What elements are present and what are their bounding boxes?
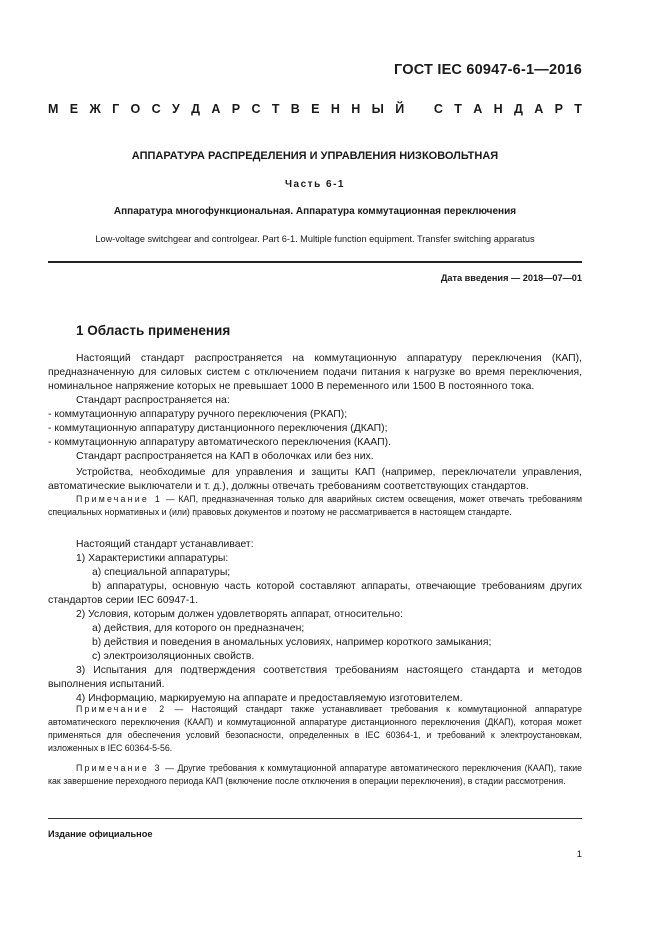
note-label: Примечание 1 — [76, 494, 163, 504]
list-item: - коммутационную аппаратуру ручного переключения (РКАП); — [48, 409, 348, 420]
note-2 — [48, 703, 582, 755]
list-item: а) специальной аппаратуры; — [92, 567, 231, 578]
paragraph: Стандарт распространяется на КАП в оболочках или без них. — [76, 451, 374, 462]
list-item: b) действия и поведения в аномальных условиях, например короткого замыкания; — [92, 637, 492, 648]
heading-letter: Р — [554, 102, 563, 116]
list-item: 1) Характеристики аппаратуры: — [76, 553, 229, 564]
note-label: Примечание 3 — [76, 763, 162, 773]
list-item: 4) Информацию, маркируемую на аппарате и предоставляемую изготовителем. — [76, 693, 463, 704]
heading-letter: Ы — [371, 102, 384, 116]
note-text: — КАП, предназначенная только для аварийных систем освещения, может отвечать требованиям специальных нормативных и (или) правовых документов и поэтому не рассматривается в настоящем стандарте. — [48, 494, 582, 517]
intro-date: Дата введения — 2018—07—01 — [440, 273, 582, 283]
document-code: ГОСТ IEC 60947-6-1—2016 — [394, 62, 582, 78]
list-item: 2) Условия, которым должен удовлетворять аппарат, относительно: — [76, 609, 403, 620]
heading-letter — [416, 102, 423, 116]
heading-letter: Н — [493, 102, 503, 116]
heading-letter: Й — [395, 102, 405, 116]
heading-letter: Д — [191, 102, 201, 116]
heading-letter: Ж — [89, 102, 101, 116]
english-title: Low-voltage switchgear and controlgear. Part 6-1. Multiple function equipment. Transfer switching apparatus — [95, 234, 535, 244]
paragraph: Устройства, необходимые для управления и защиты КАП (например, переключатели управления, автоматические выключатели и т. д.), должны отвечать требованиям соответствующих стандартов. — [48, 467, 582, 492]
list-item: - коммутационную аппаратуру автоматического переключения (КААП). — [48, 437, 391, 448]
section-body — [48, 352, 582, 494]
note-text: — Другие требования к коммутационной аппаратуре автоматического переключения (КААП), такие как завершение переходного периода КАП (включение после отключения в операции переключения), в стадии рассмотрения. — [48, 763, 583, 786]
heading-letter: О — [130, 102, 141, 116]
note-1 — [48, 493, 582, 519]
note-3 — [48, 762, 582, 788]
heading-letter: С — [251, 102, 261, 116]
heading-letter: А — [473, 102, 483, 116]
note-text: — Настоящий стандарт также устанавливает требования к коммутационной аппаратуре автоматического переключения (КААП) и коммутационной аппаратуре дистанционного переключения (ДКАП), которая может применяться для обеспечения условий безопасности, определенных в IEC 60364-1, и требований к электроустановкам, изложенных в IEC 60364-5-56. — [48, 704, 582, 753]
note-label: Примечание 2 — [76, 704, 167, 714]
heading-letter: С — [151, 102, 161, 116]
heading-letter: Т — [574, 102, 582, 116]
paragraph: Настоящий стандарт устанавливает: — [76, 539, 254, 550]
heading-letter: Д — [513, 102, 523, 116]
interstate-standard-heading — [48, 102, 582, 116]
heading-letter: М — [48, 102, 59, 116]
list-item: а) действия, для которого он предназначен; — [92, 623, 305, 634]
part-number: Часть 6-1 — [285, 179, 345, 190]
heading-letter: В — [290, 102, 300, 116]
heading-letter: У — [172, 102, 180, 116]
page-number: 1 — [576, 849, 582, 860]
heading-letter: Е — [69, 102, 79, 116]
subtitle: Аппаратура многофункциональная. Аппаратура коммутационная переключения — [113, 206, 517, 217]
scope-list — [48, 538, 582, 706]
footer-divider — [48, 818, 582, 819]
heading-letter: А — [534, 102, 544, 116]
section-title: 1 Область применения — [76, 323, 231, 338]
list-item: с) электроизоляционных свойств. — [92, 651, 255, 662]
paragraph: Настоящий стандарт распространяется на коммутационную аппаратуру переключения (КАП), предназначенную для силовых систем с отключением подачи питания к нагрузке во время переключения, номинальное напряжение которых не превышает 1000 В переменного или 1500 В постоянного тока. — [48, 353, 582, 392]
paragraph: Стандарт распространяется на: — [76, 395, 230, 406]
heading-letter: А — [211, 102, 221, 116]
heading-letter: Р — [231, 102, 241, 116]
heading-letter: Е — [311, 102, 320, 116]
heading-letter: Т — [454, 102, 462, 116]
heading-letter: Н — [351, 102, 361, 116]
heading-letter: Т — [271, 102, 280, 116]
heading-letter: Н — [330, 102, 340, 116]
list-item: - коммутационную аппаратуру дистанционного переключения (ДКАП); — [48, 423, 388, 434]
heading-letter: Г — [112, 102, 120, 116]
official-edition-label: Издание официальное — [48, 829, 153, 839]
title-divider — [48, 261, 582, 263]
main-title: АППАРАТУРА РАСПРЕДЕЛЕНИЯ И УПРАВЛЕНИЯ НИЗКОВОЛЬТНАЯ — [131, 150, 499, 162]
list-item: b) аппаратуры, основную часть которой составляют аппараты, отвечающие требованиям других стандартов серии IEC 60947-1. — [48, 581, 582, 606]
heading-letter: С — [433, 102, 443, 116]
list-item: 3) Испытания для подтверждения соответствия требованиям настоящего стандарта и методов выполнения испытаний. — [48, 665, 582, 690]
